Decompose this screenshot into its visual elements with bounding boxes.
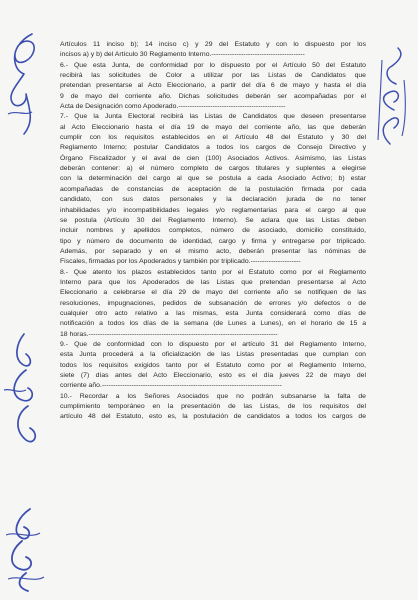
text-line: Además, por separado y en el mismo acto, deberán presentar las nóminas de <box>60 247 366 255</box>
text-line: resoluciones, impugnaciones, pedidos de subsanación de errores y/o defectos o de <box>60 299 366 307</box>
text-line: todos los requisitos exigidos tanto por el Estatuto como por el Reglamento Interno, <box>60 361 366 369</box>
text-line: pretendan presentarse al Acto Eleccionario, a partir del día 6 de mayo y hasta el día <box>60 82 366 90</box>
handwritten-signature-middle-left <box>0 330 50 450</box>
text-line: 9.- Que de conformidad con lo dispuesto por el artículo 31 del Reglamento Interno, <box>60 340 366 348</box>
text-line: acompañadas de constancias de aceptación de la postulación firmada por cada <box>60 185 366 193</box>
handwritten-signature-right <box>368 40 414 150</box>
text-line: 9 de mayo del corriente año. Dichas solicitudes deberán ser acompañadas por el <box>60 92 366 100</box>
text-line: incluir nombres y apellidos completos, número de asociado, domicilio constituido, <box>60 227 366 235</box>
handwritten-signature-bottom-left <box>0 505 52 595</box>
text-line: Interno para que los Apoderados de las Listas que pretendan presentarse al Acto <box>60 278 366 286</box>
text-line: 18 horas.----------------------------------------------------------------------------------- <box>60 330 278 338</box>
text-line: Fiscales, firmadas por los Apoderados y también por triplicado.---------------------- <box>60 258 301 266</box>
text-line: Acta de Designación como Apoderado.----------------------------------------------- <box>60 103 286 111</box>
handwritten-signature-top-left <box>2 30 50 140</box>
text-line: deberán contener: a) el número completo de cargos titulares y suplentes a elegirse <box>60 165 366 173</box>
text-line: cualquier otro acto relativo a las mismas, esta Junta considerará como días de <box>60 309 366 317</box>
text-line: Eleccionario a celebrarse el día 29 de mayo del corriente año se notifiquen de las <box>60 289 366 297</box>
text-line: cumplimiento temporáneo en la presentación de las Listas, de los requisitos del <box>60 403 366 411</box>
text-line: Reglamento Interno; postular Candidatos a todos los cargos de Consejo Directivo y <box>60 144 366 152</box>
text-line: notificación a todos los días de la semana (de Lunes a Lunes), en el horario de 15 a <box>60 320 366 328</box>
text-line: 8.- Que atento los plazos establecidos tanto por el Estatuto como por el Reglamento <box>60 268 366 276</box>
text-line: siete (7) días antes del Acto Eleccionario, esto es el día jueves 22 de mayo del <box>60 372 366 379</box>
text-line: inhabilidades y/o incompatibilidades legales y/o reglamentarias para el cargo al que <box>60 206 366 214</box>
text-line: recibirá las solicitudes de Color a utilizar por las Listas de Candidatos que <box>60 72 366 80</box>
text-line: candidato, con sus datos personales y la declaración jurada de no tener <box>60 196 366 204</box>
text-line: incisos a) y b) del Artículo 30 Reglamento Interno.----------------------------------------- <box>60 51 305 59</box>
text-line: se postula (Artículo 30 del Reglamento Interno). Se aclara que las Listas deben <box>60 216 366 224</box>
document-body-text <box>60 40 366 423</box>
text-line: 10.- Recordar a los Señores Asociados que no podrán subsanarse la falta de <box>60 392 366 400</box>
text-line: 7.- Que la Junta Electoral recibirá las Listas de Candidatos que deseen presentarse <box>60 113 366 121</box>
text-line: artículo 48 del Estatuto, esto es, la postulación de candidatos a todos los cargos de <box>60 413 366 421</box>
text-line: con la determinación del cargo al que se postula a cada Asociado Activo; b) estar <box>60 175 366 183</box>
text-line: esta Junta procederá a la oficialización de las Listas presentadas que cumplan con <box>60 351 366 359</box>
text-line: cumplir con los requisitos establecidos en el Artículo 48 del Estatuto y 30 del <box>60 134 366 142</box>
text-line: 6.- Que esta Junta, de conformidad por lo dispuesto por el Artículo 50 del Estatuto <box>60 61 366 69</box>
text-line: Artículos 11 inciso b); 14 inciso c) y 29 del Estatuto y con lo dispuesto por los <box>60 41 366 48</box>
text-line: Órgano Fiscalizador y el aval de cien (100) Asociados Activos. Asimismo, las Listas <box>60 154 366 162</box>
text-line: tipo y número de documento de identidad, cargo y firma y entregarse por triplicado. <box>60 237 366 245</box>
text-line: al Acto Eleccionario hasta el día 19 de mayo del corriente año, las que deberán <box>60 123 366 131</box>
text-line: corriente año.------------------------------------------------------------------------------- <box>60 382 282 390</box>
